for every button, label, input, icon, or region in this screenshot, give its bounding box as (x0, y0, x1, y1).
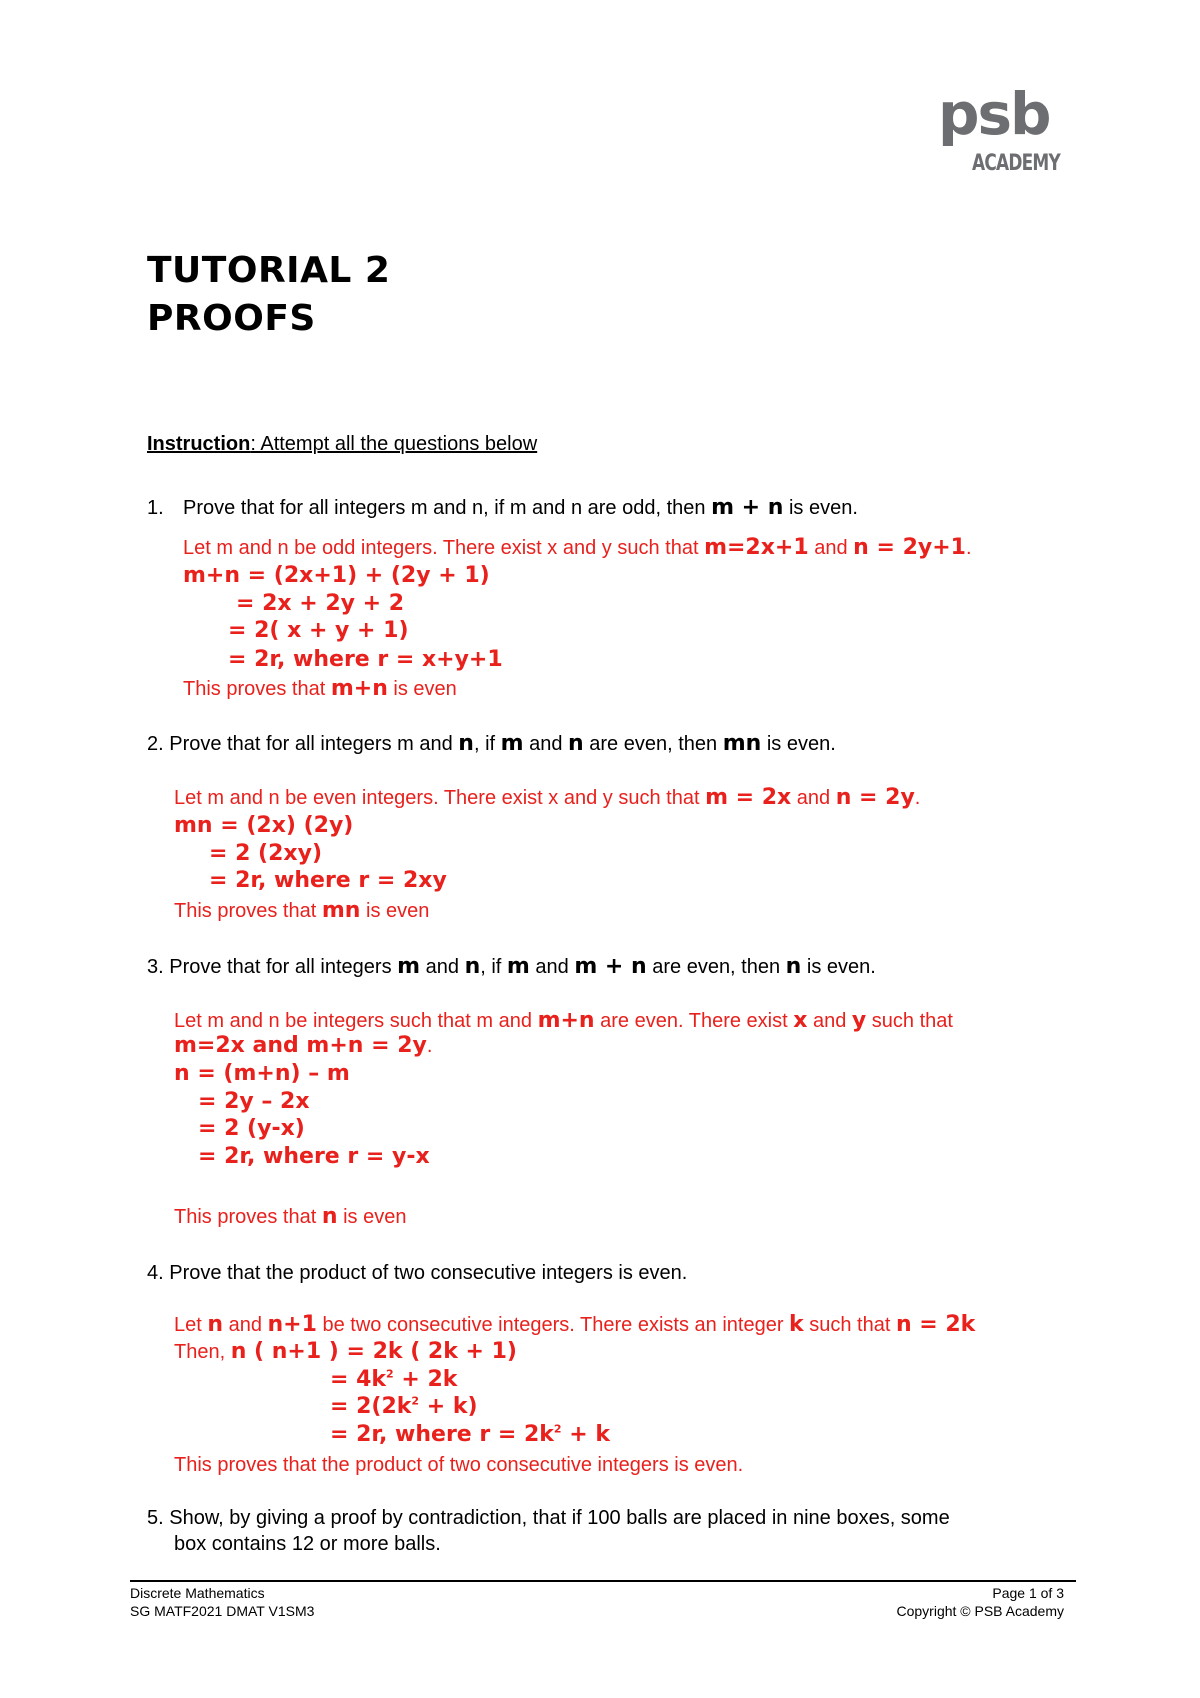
q2-conclusion (174, 899, 429, 923)
q2-intro-d: n = 2y (835, 785, 915, 810)
q3-t3: , if (480, 956, 507, 978)
q4-then-line (174, 1340, 517, 1364)
q4-question (147, 1261, 687, 1285)
q3-answer-intro-2 (174, 1034, 432, 1058)
q2-t2: , if (473, 733, 501, 755)
q3-intro-e: and (807, 1010, 852, 1032)
q3-e2: n (464, 954, 481, 979)
q2-step-1: mn = (2x) (2y) (174, 813, 354, 838)
q1-text-b: is even. (783, 497, 858, 519)
q3-intro-b: m+n (537, 1008, 595, 1033)
q1-number: 1. (147, 497, 164, 519)
q2-e3: n (568, 731, 584, 756)
q1-question (183, 496, 858, 520)
q2-concl-a: This proves that (174, 900, 322, 922)
q5-question-line1 (147, 1506, 950, 1530)
q1-intro-e: . (965, 537, 972, 559)
q5-line1: Show, by giving a proof by contradiction, that if 100 balls are placed in nine boxes, some (163, 1507, 950, 1529)
q4-l2b: + 2k (393, 1367, 458, 1392)
q3-intro2-b: . (426, 1035, 433, 1057)
q4-l3b: + k) (419, 1394, 478, 1419)
q3-step-4: = 2r, where r = y-x (198, 1144, 430, 1169)
q3-t5: are even, then (646, 956, 786, 978)
q3-intro2-a: m=2x and m+n = 2y (174, 1033, 427, 1058)
q4-intro-h: n = 2k (895, 1312, 976, 1337)
page-title-line2: PROOFS (147, 298, 316, 339)
q2-answer-intro (174, 786, 920, 810)
q3-intro-d: x (793, 1008, 808, 1033)
q3-e4: m + n (574, 954, 647, 979)
svg-text:psb: psb (938, 80, 1050, 148)
q2-question (147, 732, 836, 756)
q2-intro-e: . (914, 787, 921, 809)
q3-t2: and (420, 956, 465, 978)
q4-l3sup: 2 (411, 1394, 420, 1408)
q3-conclusion (174, 1205, 406, 1229)
q3-answer-intro (174, 1009, 953, 1033)
q3-concl-b: n (321, 1204, 338, 1229)
q2-t4: are even, then (583, 733, 723, 755)
footer-course: Discrete Mathematics (130, 1585, 265, 1601)
footer-page-number: Page 1 of 3 (992, 1585, 1064, 1601)
q3-t1: Prove that for all integers (163, 956, 398, 978)
psb-academy-logo-graphic (938, 80, 1066, 176)
q4-intro-d: n+1 (267, 1312, 317, 1337)
q2-step-3: = 2r, where r = 2xy (209, 868, 447, 893)
q5-question-line2: box contains 12 or more balls. (174, 1533, 441, 1555)
q2-number: 2. (147, 733, 164, 755)
q4-intro-a: Let (174, 1314, 208, 1336)
instruction-label: Instruction (147, 433, 251, 455)
q3-t4: and (529, 956, 575, 978)
q1-concl-b: m+n (330, 676, 388, 701)
q2-intro-b: m = 2x (705, 785, 792, 810)
q4-l2sup: 2 (386, 1367, 394, 1381)
q3-step-2: = 2y – 2x (198, 1089, 310, 1114)
q3-step-3: = 2 (y-x) (198, 1116, 305, 1141)
q4-answer-intro (174, 1313, 975, 1337)
q3-intro-f: y (851, 1008, 867, 1033)
q4-intro-g: such that (803, 1314, 896, 1336)
q2-t3: and (523, 733, 569, 755)
q3-t6: is even. (801, 956, 876, 978)
q3-number: 3. (147, 956, 164, 978)
q3-step-1: n = (m+n) – m (174, 1061, 350, 1086)
q1-intro-d: n = 2y+1 (853, 535, 966, 560)
q2-e1: n (458, 731, 474, 756)
psb-academy-logo (938, 80, 1066, 176)
q1-intro-a: Let m and n be odd integers. There exist x and y such that (183, 537, 705, 559)
q4-then-a: Then, (174, 1341, 231, 1363)
q3-concl-c: is even (337, 1206, 407, 1228)
svg-text:ACADEMY: ACADEMY (972, 151, 1062, 176)
q3-intro-c: are even. There exist (594, 1010, 794, 1032)
q4-conclusion: This proves that the product of two consecutive integers is even. (174, 1454, 744, 1476)
q5-number: 5. (147, 1507, 164, 1529)
q3-question (147, 955, 876, 979)
q2-e2: m (500, 731, 524, 756)
q4-step-2 (330, 1367, 457, 1393)
footer-code: SG MATF2021 DMAT V1SM3 (130, 1603, 315, 1619)
q1-step-4: = 2r, where r = x+y+1 (228, 647, 503, 672)
q4-intro-f: k (789, 1312, 804, 1337)
q3-concl-a: This proves that (174, 1206, 322, 1228)
q3-e5: n (785, 954, 802, 979)
q1-step-3: = 2( x + y + 1) (228, 618, 409, 643)
q1-conclusion (183, 677, 457, 701)
q4-text: Prove that the product of two consecutive integers is even. (163, 1262, 688, 1284)
q1-concl-a: This proves that (183, 678, 331, 700)
q4-l3a: = 2(2k (330, 1394, 412, 1419)
q1-expr: m + n (711, 495, 784, 520)
q2-t5: is even. (761, 733, 836, 755)
page-title-line1: TUTORIAL 2 (147, 250, 391, 291)
footer-divider (130, 1580, 1076, 1582)
footer-copyright: Copyright © PSB Academy (896, 1603, 1064, 1619)
q2-intro-c: and (791, 787, 836, 809)
q1-answer-intro (183, 536, 972, 560)
instruction-text: : Attempt all the questions below (250, 433, 538, 455)
q2-concl-c: is even (360, 900, 430, 922)
q4-l4sup: 2 (553, 1422, 562, 1436)
q4-l4b: + k (561, 1422, 610, 1447)
q4-l4a: = 2r, where r = 2k (330, 1422, 554, 1447)
q4-intro-c: and (223, 1314, 268, 1336)
q1-concl-c: is even (387, 678, 457, 700)
q2-t1: Prove that for all integers m and (163, 733, 459, 755)
q3-intro-g: such that (866, 1010, 953, 1032)
q4-intro-e: be two consecutive integers. There exists an integer (316, 1314, 790, 1336)
q4-step-4 (330, 1422, 610, 1448)
q1-step-2: = 2x + 2y + 2 (236, 591, 405, 616)
q2-step-2: = 2 (2xy) (209, 841, 323, 866)
q3-e1: m (397, 954, 421, 979)
q3-intro-a: Let m and n be integers such that m and (174, 1010, 538, 1032)
q2-concl-b: mn (321, 898, 361, 923)
q4-intro-b: n (207, 1312, 224, 1337)
q2-e4: mn (722, 731, 762, 756)
q4-then-b: n ( n+1 ) = 2k ( 2k + 1) (230, 1339, 517, 1364)
q3-e3: m (506, 954, 530, 979)
q4-number: 4. (147, 1262, 164, 1284)
instruction-line (147, 432, 537, 456)
q4-l2a: = 4k (330, 1367, 387, 1392)
q1-intro-b: m=2x+1 (704, 535, 809, 560)
q1-intro-c: and (808, 537, 854, 559)
q4-step-3 (330, 1394, 478, 1420)
q2-intro-a: Let m and n be even integers. There exist x and y such that (174, 787, 706, 809)
q1-step-1: m+n = (2x+1) + (2y + 1) (183, 563, 490, 588)
q1-text-a: Prove that for all integers m and n, if m and n are odd, then (183, 497, 712, 519)
